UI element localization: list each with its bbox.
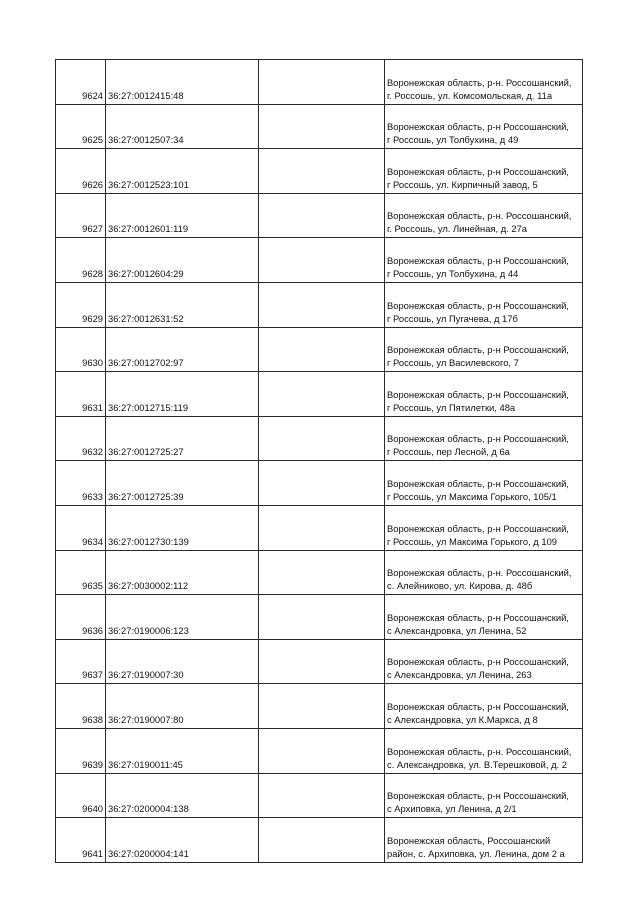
registry-table — [55, 59, 583, 863]
address-cell — [385, 728, 583, 773]
empty-cell — [259, 728, 385, 773]
table-row — [56, 595, 583, 640]
address-line-1: Воронежская область, р-н Россошанский, — [387, 433, 569, 445]
address-line-2: с. Александровка, ул. В.Терешковой, д. 2 — [387, 758, 567, 770]
cadastral-number: 36:27:0030002:112 — [106, 550, 259, 595]
row-number: 9637 — [56, 639, 106, 684]
row-number: 9634 — [56, 505, 106, 550]
cadastral-number: 36:27:0012604:29 — [106, 238, 259, 283]
address-line-1: Воронежская область, р-н Россошанский, — [387, 121, 569, 133]
address-line-1: Воронежская область, р-н Россошанский, — [387, 254, 569, 266]
address-line-2: район, с. Архиповка, ул. Ленина, дом 2 а — [387, 847, 565, 859]
address-line-1: Воронежская область, р-н Россошанский, — [387, 522, 569, 534]
address-line-2: с Александровка, ул Ленина, 52 — [387, 624, 527, 636]
table-row — [56, 416, 583, 461]
address-line-2: г Россошь, ул Толбухина, д 49 — [387, 134, 519, 146]
table-row — [56, 282, 583, 327]
address-cell — [385, 505, 583, 550]
address-line-2: г Россошь, ул Максима Горького, 105/1 — [387, 490, 557, 502]
address-cell — [385, 372, 583, 417]
address-cell — [385, 193, 583, 238]
table-row — [56, 372, 583, 417]
address-line-1: Воронежская область, р-н. Россошанский, — [387, 567, 572, 579]
cadastral-number: 36:27:0190011:45 — [106, 728, 259, 773]
cadastral-number: 36:27:0012725:27 — [106, 416, 259, 461]
address-line-2: г Россошь, ул Василевского, 7 — [387, 357, 519, 369]
row-number: 9641 — [56, 818, 106, 863]
row-number: 9627 — [56, 193, 106, 238]
address-cell — [385, 60, 583, 105]
empty-cell — [259, 773, 385, 818]
empty-cell — [259, 505, 385, 550]
cadastral-number: 36:27:0012725:39 — [106, 461, 259, 506]
cadastral-number: 36:27:0012715:119 — [106, 372, 259, 417]
address-line-2: г. Россошь, ул. Комсомольская, д. 11а — [387, 89, 553, 101]
row-number: 9636 — [56, 595, 106, 640]
cadastral-number: 36:27:0012702:97 — [106, 327, 259, 372]
table-row — [56, 193, 583, 238]
table-row — [56, 728, 583, 773]
empty-cell — [259, 550, 385, 595]
row-number: 9640 — [56, 773, 106, 818]
address-line-1: Воронежская область, р-н Россошанский, — [387, 611, 569, 623]
cadastral-number: 36:27:0012601:119 — [106, 193, 259, 238]
row-number: 9638 — [56, 684, 106, 729]
address-cell — [385, 461, 583, 506]
address-line-1: Воронежская область, р-н. Россошанский, — [387, 210, 572, 222]
empty-cell — [259, 595, 385, 640]
address-line-1: Воронежская область, р-н Россошанский, — [387, 344, 569, 356]
address-line-2: с Александровка, ул К.Маркса, д 8 — [387, 713, 538, 725]
table-row — [56, 773, 583, 818]
cadastral-number: 36:27:0012507:34 — [106, 104, 259, 149]
row-number: 9629 — [56, 282, 106, 327]
row-number: 9625 — [56, 104, 106, 149]
address-line-2: с. Алейниково, ул. Кирова, д. 48б — [387, 580, 533, 592]
table-row — [56, 60, 583, 105]
empty-cell — [259, 238, 385, 283]
address-cell — [385, 327, 583, 372]
address-cell — [385, 595, 583, 640]
address-cell — [385, 773, 583, 818]
table-row — [56, 818, 583, 863]
registry-table-body — [56, 60, 583, 863]
address-line-1: Воронежская область, р-н Россошанский, — [387, 388, 569, 400]
empty-cell — [259, 372, 385, 417]
table-row — [56, 327, 583, 372]
address-line-2: г Россошь, ул Толбухина, д 44 — [387, 267, 519, 279]
cadastral-number: 36:27:0012730:139 — [106, 505, 259, 550]
empty-cell — [259, 104, 385, 149]
row-number: 9626 — [56, 149, 106, 194]
table-row — [56, 639, 583, 684]
table-row — [56, 149, 583, 194]
address-line-2: с Архиповка, ул Ленина, д 2/1 — [387, 803, 517, 815]
empty-cell — [259, 684, 385, 729]
cadastral-number: 36:27:0200004:141 — [106, 818, 259, 863]
row-number: 9630 — [56, 327, 106, 372]
cadastral-number: 36:27:0200004:138 — [106, 773, 259, 818]
row-number: 9639 — [56, 728, 106, 773]
table-row — [56, 104, 583, 149]
address-cell — [385, 282, 583, 327]
address-line-1: Воронежская область, р-н Россошанский, — [387, 299, 569, 311]
empty-cell — [259, 60, 385, 105]
address-cell — [385, 639, 583, 684]
address-line-2: г Россошь, ул Пугачева, д 17б — [387, 312, 518, 324]
cadastral-number: 36:27:0012631:52 — [106, 282, 259, 327]
table-row — [56, 505, 583, 550]
address-line-2: г Россошь, ул Пятилетки, 48а — [387, 401, 516, 413]
address-cell — [385, 149, 583, 194]
cadastral-number: 36:27:0012415:48 — [106, 60, 259, 105]
table-row — [56, 461, 583, 506]
row-number: 9631 — [56, 372, 106, 417]
address-cell — [385, 818, 583, 863]
empty-cell — [259, 193, 385, 238]
address-line-1: Воронежская область, Россошанский — [387, 834, 551, 846]
row-number: 9633 — [56, 461, 106, 506]
address-line-1: Воронежская область, р-н Россошанский, — [387, 790, 569, 802]
table-row — [56, 550, 583, 595]
empty-cell — [259, 282, 385, 327]
address-cell — [385, 238, 583, 283]
address-line-1: Воронежская область, р-н Россошанский, — [387, 477, 569, 489]
empty-cell — [259, 416, 385, 461]
address-cell — [385, 684, 583, 729]
cadastral-number: 36:27:0190007:80 — [106, 684, 259, 729]
address-cell — [385, 104, 583, 149]
address-line-2: с Александровка, ул Ленина, 263 — [387, 669, 532, 681]
table-row — [56, 238, 583, 283]
cadastral-number: 36:27:0190006:123 — [106, 595, 259, 640]
address-line-1: Воронежская область, р-н Россошанский, — [387, 656, 569, 668]
table-row — [56, 684, 583, 729]
address-line-1: Воронежская область, р-н. Россошанский, — [387, 745, 572, 757]
row-number: 9624 — [56, 60, 106, 105]
address-cell — [385, 550, 583, 595]
empty-cell — [259, 461, 385, 506]
empty-cell — [259, 327, 385, 372]
cadastral-number: 36:27:0190007:30 — [106, 639, 259, 684]
address-cell — [385, 416, 583, 461]
row-number: 9628 — [56, 238, 106, 283]
address-line-1: Воронежская область, р-н Россошанский, — [387, 700, 569, 712]
empty-cell — [259, 818, 385, 863]
address-line-2: г Россошь, пер Лесной, д 6а — [387, 446, 510, 458]
address-line-2: г. Россошь, ул. Линейная, д. 27а — [387, 223, 528, 235]
empty-cell — [259, 149, 385, 194]
row-number: 9632 — [56, 416, 106, 461]
address-line-1: Воронежская область, р-н. Россошанский, — [387, 76, 572, 88]
address-line-1: Воронежская область, р-н Россошанский, — [387, 165, 569, 177]
address-line-2: г Россошь, ул. Кирпичный завод, 5 — [387, 178, 538, 190]
row-number: 9635 — [56, 550, 106, 595]
address-line-2: г Россошь, ул Максима Горького, д 109 — [387, 535, 558, 547]
cadastral-number: 36:27:0012523:101 — [106, 149, 259, 194]
empty-cell — [259, 639, 385, 684]
